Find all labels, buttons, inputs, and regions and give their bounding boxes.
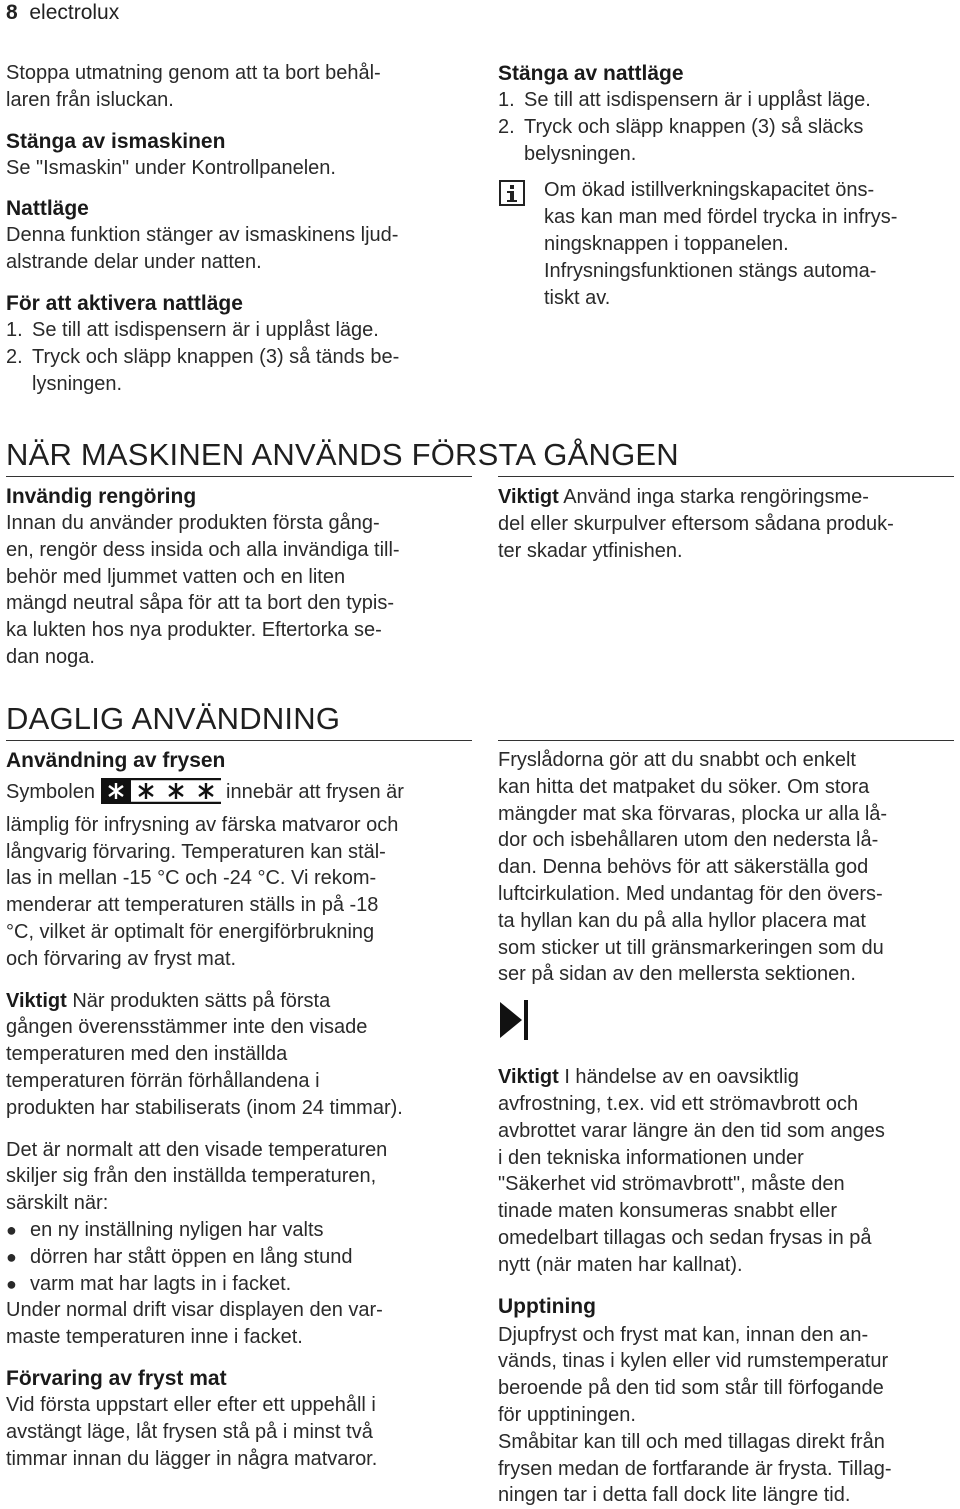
important-line: gången överensstämmer inte den visade [6, 1016, 368, 1039]
intro-line-2: laren från isluckan. [6, 88, 174, 111]
cleaning-line: ka lukten hos nya produkter. Eftertorka se- [6, 619, 382, 642]
important-line: ter skadar ytfinishen. [498, 539, 683, 562]
section-title: NÄR MASKINEN ANVÄNDS FÖRSTA GÅNGEN [6, 437, 679, 472]
important-line: tinade maten konsumeras snabbt eller [498, 1200, 838, 1223]
activate-steps [6, 317, 476, 397]
list-item: 2. Tryck och släpp knappen (3) så tänds be- lysningen. [6, 345, 400, 395]
important-line: avbrottet varar längre än den tid som anges [498, 1119, 885, 1142]
section-title: DAGLIG ANVÄNDNING [6, 701, 341, 736]
page-header [6, 0, 119, 26]
drawer-line: kan hitta det matpaket du söker. Om stora [498, 775, 870, 798]
drawer-line: ta hyllan kan du på alla hyllor placera mat [498, 909, 866, 932]
freezer-line: och förvaring av fryst mat. [6, 947, 237, 970]
limit-mark-icon [498, 988, 960, 1064]
thaw-line: Småbitar kan till och med tillagas direkt från [498, 1430, 885, 1453]
important-line: omedelbart tillagas och sedan frysas in på [498, 1226, 872, 1249]
section-first-use-title [6, 438, 679, 472]
list-item: 1. Se till att isdispensern är i upplåst läge. [6, 318, 379, 341]
activate-heading: För att aktivera nattläge [6, 291, 243, 315]
section-daily-title [6, 702, 340, 736]
symbol-line: Symbolen innebär att frysen är [6, 778, 478, 812]
section-divider [498, 476, 954, 477]
deactivate-heading: Stänga av nattläge [498, 62, 684, 85]
info-line: Om ökad istillverkningskapacitet öns- [544, 179, 875, 202]
info-line: tiskt av. [544, 286, 611, 309]
info-line: Infrysningsfunktionen stängs automa- [544, 259, 877, 282]
cleaning-line: en, rengör dess insida och alla invändiga till- [6, 538, 400, 561]
storage-line: timmar innan du lägger in några matvaror. [6, 1447, 378, 1470]
important-line: "Säkerhet vid strömavbrott", måste den [498, 1173, 845, 1196]
storage-line: avstängt läge, låt frysen stå på i minst två [6, 1420, 373, 1443]
drawer-line: mängder mat ska förvaras, plocka ur alla lå- [498, 802, 888, 825]
important-label: Viktigt [6, 989, 67, 1012]
important-label: Viktigt [498, 1066, 559, 1089]
daily-left [6, 747, 478, 1472]
drawer-line: Fryslådorna gör att du snabbt och enkelt [498, 749, 856, 771]
night-line-1: Denna funktion stänger av ismaskinens ljud- [6, 224, 399, 247]
daily-right [498, 747, 960, 1509]
info-line: ningsknappen i toppanelen. [544, 232, 789, 255]
list-item: ● varm mat har lagts in i facket. [6, 1272, 292, 1295]
thaw-line: vänds, tinas i kylen eller vid rumstemperatur [498, 1350, 889, 1373]
section-divider [6, 740, 472, 741]
drawer-line: som sticker ut till gränsmarkeringen som du [498, 936, 884, 959]
storage-heading: Förvaring av fryst mat [6, 1366, 227, 1390]
important-line: temperaturen förrän förhållandena i [6, 1069, 320, 1092]
deactivate-steps [498, 87, 958, 167]
important-line: i den tekniska informationen under [498, 1146, 804, 1169]
freezer-line: las in mellan -15 °C och -24 °C. Vi rekom- [6, 867, 377, 890]
important-line: produkten har stabiliserats (inom 24 timmar). [6, 1096, 403, 1119]
info-line: kas kan man med fördel trycka in infrys- [544, 206, 898, 229]
section-divider [6, 476, 472, 477]
ice-off-text: Se "Ismaskin" under Kontrollpanelen. [6, 156, 336, 179]
cleaning-line: behör med ljummet vatten och en liten [6, 565, 346, 588]
drawer-line: ser på sidan av den mellersta sektionen. [498, 963, 856, 986]
left-top-column [6, 60, 476, 397]
night-line-2: alstrande delar under natten. [6, 251, 262, 274]
important-line: temperaturen med den inställda [6, 1043, 288, 1066]
four-star-freezer-icon [101, 778, 221, 812]
drawer-line: dor och isbehållaren utom den nedersta lå- [498, 829, 879, 852]
cleaning-heading: Invändig rengöring [6, 485, 197, 508]
info-note [498, 177, 958, 311]
normal-line: skiljer sig från den inställda temperaturen, [6, 1165, 377, 1188]
thaw-line: frysen medan de fortfarande är frysta. Tillag- [498, 1457, 892, 1480]
info-icon [498, 177, 544, 311]
important-cleaning: Viktigt Använd inga starka rengöringsme- [498, 486, 869, 508]
page-number: 8 [6, 1, 18, 24]
freezer-line: långvarig förvaring. Temperaturen kan stäl- [6, 840, 386, 863]
important-line: del eller skurpulver eftersom sådana produk- [498, 512, 894, 535]
cleaning-line: dan noga. [6, 645, 95, 668]
thaw-line: för upptiningen. [498, 1403, 636, 1426]
freezer-heading: Användning av frysen [6, 749, 226, 772]
freezer-line: menderar att temperaturen ställs in på -18 [6, 894, 379, 917]
thaw-heading: Upptining [498, 1294, 596, 1318]
important-defrost: Viktigt I händelse av en oavsiktlig [498, 1066, 799, 1089]
drawer-line: dan. Denna behövs för att säkerställa god [498, 856, 869, 879]
drawer-line: luftcirkulation. Med undantag för den övers- [498, 882, 883, 905]
intro-line-1: Stoppa utmatning genom att ta bort behål- [6, 62, 381, 84]
list-item: ● en ny inställning nyligen har valts [6, 1218, 324, 1241]
cleaning-line: Innan du använder produkten första gång- [6, 512, 380, 534]
first-use-left [6, 483, 476, 671]
storage-line: Vid första uppstart eller efter ett uppehåll i [6, 1393, 376, 1416]
important-line: avfrostning, t.ex. vid ett strömavbrott och [498, 1092, 859, 1115]
first-use-right [498, 484, 958, 564]
thaw-line: beroende på den tid som står till förfogande [498, 1377, 884, 1400]
normal-line: särskilt när: [6, 1192, 109, 1215]
cleaning-line: mängd neutral såpa för att ta bort den typis- [6, 592, 394, 615]
thaw-line: Djupfryst och fryst mat kan, innan den an- [498, 1323, 869, 1346]
right-top-column [498, 60, 958, 311]
brand-name: electrolux [29, 1, 120, 24]
important-first-start: Viktigt När produkten sätts på första [6, 989, 331, 1012]
list-item: ● dörren har stått öppen en lång stund [6, 1245, 353, 1268]
thaw-line: ningen tar i detta fall dock lite längre tid. [498, 1484, 851, 1507]
important-line: nytt (när maten har kallnat). [498, 1253, 743, 1276]
list-item: 2. Tryck och släpp knappen (3) så släcks belysningen. [498, 115, 864, 165]
display-line: Under normal drift visar displayen den var- [6, 1299, 383, 1322]
freezer-line: °C, vilket är optimalt för energiförbrukning [6, 920, 375, 943]
freezer-line: lämplig för infrysning av färska matvaror och [6, 813, 399, 836]
info-text [544, 177, 897, 311]
section-divider [498, 740, 954, 741]
important-label: Viktigt [498, 486, 559, 508]
conditions-list [6, 1217, 478, 1297]
normal-line: Det är normalt att den visade temperaturen [6, 1138, 388, 1161]
ice-off-heading: Stänga av ismaskinen [6, 129, 226, 153]
display-line: maste temperaturen inne i facket. [6, 1326, 303, 1349]
list-item: 1. Se till att isdispensern är i upplåst läge. [498, 89, 871, 111]
night-heading: Nattläge [6, 197, 89, 221]
